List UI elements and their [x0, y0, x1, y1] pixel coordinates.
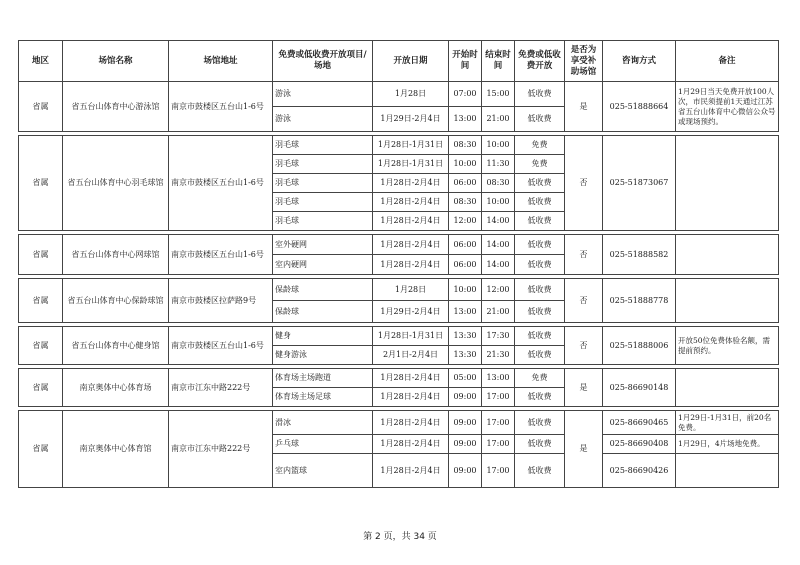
end-time-cell: 21:00: [482, 107, 515, 132]
fee-cell: 低收费: [515, 82, 565, 107]
start-time-cell: 08:30: [449, 136, 482, 155]
start-time-cell: 13:00: [449, 301, 482, 323]
header-subsidy: 是否为享受补助场馆: [565, 41, 603, 82]
fee-cell: 免费: [515, 155, 565, 174]
date-cell: 1月29日-2月4日: [373, 107, 449, 132]
venue-address-cell: 南京市鼓楼区五台山1-6号: [169, 82, 273, 132]
region-cell: 省属: [19, 136, 63, 231]
fee-cell: 低收费: [515, 174, 565, 193]
header-venue-name: 场馆名称: [63, 41, 169, 82]
start-time-cell: 09:00: [449, 454, 482, 488]
contact-cell: 025-86690408: [603, 435, 676, 454]
header-note: 备注: [676, 41, 779, 82]
date-cell: 2月1日-2月4日: [373, 346, 449, 365]
header-items: 免费或低收费开放项目/场地: [273, 41, 373, 82]
date-cell: 1月29日-2月4日: [373, 301, 449, 323]
region-cell: 省属: [19, 279, 63, 323]
item-cell: 羽毛球: [273, 136, 373, 155]
item-cell: 羽毛球: [273, 155, 373, 174]
item-cell: 体育场主场跑道: [273, 369, 373, 388]
end-time-cell: 10:00: [482, 193, 515, 212]
date-cell: 1月28日-2月4日: [373, 411, 449, 435]
date-cell: 1月28日-2月4日: [373, 255, 449, 275]
end-time-cell: 14:00: [482, 255, 515, 275]
item-cell: 羽毛球: [273, 193, 373, 212]
start-time-cell: 06:00: [449, 174, 482, 193]
item-cell: 游泳: [273, 107, 373, 132]
end-time-cell: 17:00: [482, 411, 515, 435]
header-end-time: 结束时间: [482, 41, 515, 82]
fee-cell: 低收费: [515, 255, 565, 275]
note-cell: [676, 369, 779, 407]
start-time-cell: 06:00: [449, 255, 482, 275]
end-time-cell: 21:30: [482, 346, 515, 365]
region-cell: 省属: [19, 369, 63, 407]
start-time-cell: 13:30: [449, 346, 482, 365]
subsidy-cell: 是: [565, 82, 603, 132]
header-region: 地区: [19, 41, 63, 82]
note-cell: 1月29日当天免费开放100人次，市民须提前1天通过江苏省五台山体育中心微信公众号或现场预约。: [676, 82, 779, 132]
start-time-cell: 10:00: [449, 155, 482, 174]
note-cell: 1月29日，4片场地免费。: [676, 435, 779, 454]
fee-cell: 低收费: [515, 212, 565, 231]
date-cell: 1月28日-2月4日: [373, 235, 449, 255]
date-cell: 1月28日-1月31日: [373, 136, 449, 155]
date-cell: 1月28日-1月31日: [373, 327, 449, 346]
date-cell: 1月28日: [373, 82, 449, 107]
venue-name-cell: 省五台山体育中心羽毛球馆: [63, 136, 169, 231]
note-cell: [676, 279, 779, 323]
contact-cell: 025-51888778: [603, 279, 676, 323]
end-time-cell: 12:00: [482, 279, 515, 301]
note-cell: [676, 454, 779, 488]
contact-cell: 025-86690148: [603, 369, 676, 407]
venue-name-cell: 省五台山体育中心网球馆: [63, 235, 169, 275]
table-row: [19, 82, 779, 107]
subsidy-cell: 是: [565, 411, 603, 488]
start-time-cell: 08:30: [449, 193, 482, 212]
venue-address-cell: 南京市鼓楼区五台山1-6号: [169, 327, 273, 365]
end-time-cell: 15:00: [482, 82, 515, 107]
start-time-cell: 09:00: [449, 411, 482, 435]
fee-cell: 低收费: [515, 454, 565, 488]
end-time-cell: 11:30: [482, 155, 515, 174]
fee-cell: 低收费: [515, 279, 565, 301]
start-time-cell: 12:00: [449, 212, 482, 231]
note-cell: [676, 136, 779, 231]
item-cell: 健身游泳: [273, 346, 373, 365]
contact-cell: 025-51888006: [603, 327, 676, 365]
note-cell: 1月29日-1月31日，前20名免费。: [676, 411, 779, 435]
start-time-cell: 09:00: [449, 388, 482, 407]
end-time-cell: 13:00: [482, 369, 515, 388]
fee-cell: 低收费: [515, 346, 565, 365]
date-cell: 1月28日-2月4日: [373, 212, 449, 231]
venue-name-cell: 省五台山体育中心健身馆: [63, 327, 169, 365]
venue-name-cell: 南京奥体中心体育馆: [63, 411, 169, 488]
region-cell: 省属: [19, 235, 63, 275]
item-cell: 室内篮球: [273, 454, 373, 488]
header-date: 开放日期: [373, 41, 449, 82]
venue-table: [18, 40, 779, 488]
item-cell: 羽毛球: [273, 174, 373, 193]
table-row: [19, 369, 779, 388]
fee-cell: 低收费: [515, 301, 565, 323]
contact-cell: 025-86690465: [603, 411, 676, 435]
venue-address-cell: 南京市江东中路222号: [169, 411, 273, 488]
header-fee: 免费或低收费开放: [515, 41, 565, 82]
contact-cell: 025-86690426: [603, 454, 676, 488]
item-cell: 乒乓球: [273, 435, 373, 454]
start-time-cell: 07:00: [449, 82, 482, 107]
item-cell: 室内硬网: [273, 255, 373, 275]
contact-cell: 025-51888582: [603, 235, 676, 275]
fee-cell: 低收费: [515, 107, 565, 132]
fee-cell: 免费: [515, 136, 565, 155]
venue-address-cell: 南京市鼓楼区五台山1-6号: [169, 136, 273, 231]
date-cell: 1月28日: [373, 279, 449, 301]
end-time-cell: 14:00: [482, 235, 515, 255]
header-venue-address: 场馆地址: [169, 41, 273, 82]
fee-cell: 低收费: [515, 435, 565, 454]
venue-name-cell: 南京奥体中心体育场: [63, 369, 169, 407]
date-cell: 1月28日-1月31日: [373, 155, 449, 174]
region-cell: 省属: [19, 411, 63, 488]
table-row: [19, 279, 779, 301]
item-cell: 室外硬网: [273, 235, 373, 255]
start-time-cell: 13:00: [449, 107, 482, 132]
item-cell: 健身: [273, 327, 373, 346]
end-time-cell: 10:00: [482, 136, 515, 155]
item-cell: 体育场主场足球: [273, 388, 373, 407]
start-time-cell: 06:00: [449, 235, 482, 255]
fee-cell: 低收费: [515, 411, 565, 435]
fee-cell: 低收费: [515, 327, 565, 346]
item-cell: 保龄球: [273, 279, 373, 301]
item-cell: 游泳: [273, 82, 373, 107]
item-cell: 滑冰: [273, 411, 373, 435]
end-time-cell: 21:00: [482, 301, 515, 323]
header-contact: 咨询方式: [603, 41, 676, 82]
region-cell: 省属: [19, 327, 63, 365]
table-row: [19, 136, 779, 155]
subsidy-cell: 是: [565, 369, 603, 407]
date-cell: 1月28日-2月4日: [373, 174, 449, 193]
start-time-cell: 13:30: [449, 327, 482, 346]
page-number: 第 2 页，共 34 页: [363, 532, 437, 542]
date-cell: 1月28日-2月4日: [373, 369, 449, 388]
subsidy-cell: 否: [565, 235, 603, 275]
end-time-cell: 17:00: [482, 454, 515, 488]
venue-address-cell: 南京市鼓楼区五台山1-6号: [169, 235, 273, 275]
region-cell: 省属: [19, 82, 63, 132]
fee-cell: 低收费: [515, 235, 565, 255]
item-cell: 羽毛球: [273, 212, 373, 231]
end-time-cell: 17:00: [482, 435, 515, 454]
subsidy-cell: 否: [565, 136, 603, 231]
start-time-cell: 10:00: [449, 279, 482, 301]
header-row: [19, 41, 779, 82]
contact-cell: 025-51873067: [603, 136, 676, 231]
fee-cell: 低收费: [515, 193, 565, 212]
end-time-cell: 17:00: [482, 388, 515, 407]
venue-name-cell: 省五台山体育中心游泳馆: [63, 82, 169, 132]
date-cell: 1月28日-2月4日: [373, 193, 449, 212]
fee-cell: 低收费: [515, 388, 565, 407]
start-time-cell: 05:00: [449, 369, 482, 388]
venue-address-cell: 南京市鼓楼区拉萨路9号: [169, 279, 273, 323]
header-start-time: 开始时间: [449, 41, 482, 82]
subsidy-cell: 否: [565, 327, 603, 365]
table-row: [19, 411, 779, 435]
note-cell: 开放50位免费体验名额，需提前预约。: [676, 327, 779, 365]
end-time-cell: 08:30: [482, 174, 515, 193]
contact-cell: 025-51888664: [603, 82, 676, 132]
date-cell: 1月28日-2月4日: [373, 435, 449, 454]
subsidy-cell: 否: [565, 279, 603, 323]
table-row: [19, 235, 779, 255]
date-cell: 1月28日-2月4日: [373, 388, 449, 407]
date-cell: 1月28日-2月4日: [373, 454, 449, 488]
note-cell: [676, 235, 779, 275]
item-cell: 保龄球: [273, 301, 373, 323]
end-time-cell: 17:30: [482, 327, 515, 346]
fee-cell: 免费: [515, 369, 565, 388]
start-time-cell: 09:00: [449, 435, 482, 454]
venue-address-cell: 南京市江东中路222号: [169, 369, 273, 407]
table-row: [19, 327, 779, 346]
venue-name-cell: 省五台山体育中心保龄球馆: [63, 279, 169, 323]
end-time-cell: 14:00: [482, 212, 515, 231]
